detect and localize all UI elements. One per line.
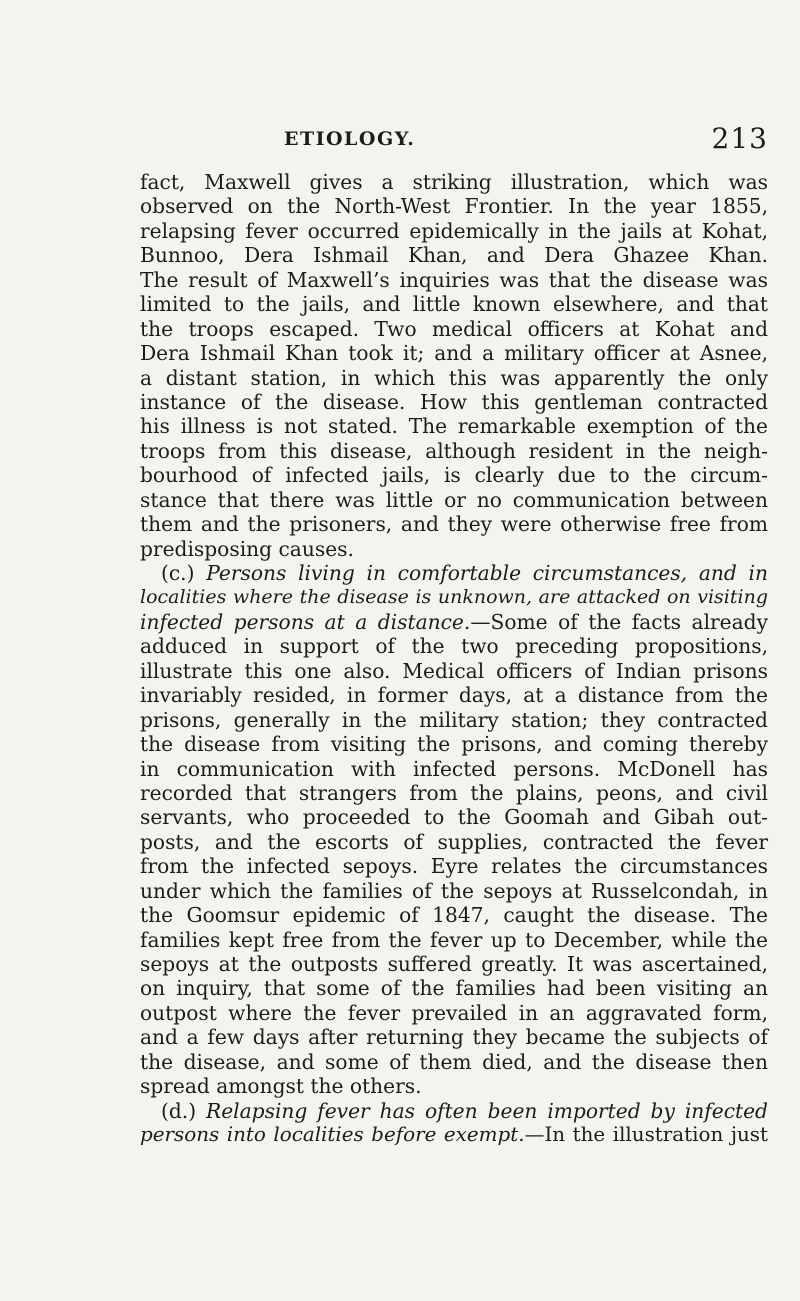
- text-line: predisposing causes.: [140, 536, 354, 561]
- running-title: ETIOLOGY.: [284, 128, 416, 150]
- text-run: —Some of the facts already: [470, 609, 768, 634]
- text-line: the disease, and some of them died, and the disease then: [140, 1049, 768, 1074]
- text-line: stance that there was little or no communication between: [140, 487, 768, 512]
- text-line: sepoys at the outposts suffered greatly. It was ascertained,: [140, 952, 768, 976]
- text-line: them and the prisoners, and they were otherwise free from: [140, 512, 768, 537]
- text-line: the Goomsur epidemic of 1847, caught the disease. The: [140, 903, 768, 928]
- italic-text: persons into localities before exempt.: [140, 1123, 525, 1147]
- text-line: The result of Maxwell’s inquiries was that the disease was: [140, 267, 768, 292]
- text-line: spread amongst the others.: [140, 1074, 422, 1099]
- section-c-heading-line: [140, 585, 768, 609]
- text-line: recorded that strangers from the plains, peons, and civil: [140, 780, 768, 805]
- running-head: [140, 122, 768, 162]
- text-line: prisons, generally in the military station; they contracted: [140, 707, 768, 732]
- text-line: bourhood of infected jails, is clearly due to the circum-: [140, 463, 768, 488]
- text-line: the disease from visiting the prisons, and coming thereby: [140, 732, 768, 757]
- section-c-marker: (c.): [161, 561, 207, 585]
- page-number: 213: [711, 122, 768, 155]
- text-line: a distant station, in which this was apparently the only: [140, 365, 768, 390]
- section-d-heading-line: [140, 1123, 768, 1147]
- section-d-marker: (d.): [161, 1098, 207, 1123]
- text-line: outpost where the fever prevailed in an aggravated form,: [140, 1000, 768, 1025]
- body-text: [140, 170, 768, 1148]
- text-line: families kept free from the fever up to December, while the: [140, 927, 768, 952]
- italic-text: Persons living in comfortable circumstances, and in: [206, 561, 768, 585]
- text-line: Bunnoo, Dera Ishmail Khan, and Dera Ghazee Khan.: [140, 243, 768, 268]
- text-line: and a few days after returning they became the subjects of: [140, 1025, 768, 1050]
- section-d-heading-line: [140, 1099, 768, 1123]
- text-line: troops from this disease, although resident in the neigh-: [140, 438, 768, 463]
- text-line: fact, Maxwell gives a striking illustration, which was: [140, 170, 768, 194]
- text-line: illustrate this one also. Medical officers of Indian prisons: [140, 658, 768, 683]
- text-line: instance of the disease. How this gentleman contracted: [140, 389, 768, 414]
- text-line: his illness is not stated. The remarkable exemption of the: [140, 414, 768, 439]
- section-c-heading-line: [140, 610, 768, 634]
- text-line: observed on the North-West Frontier. In the year 1855,: [140, 194, 768, 219]
- text-run: —In the illustration just: [524, 1123, 768, 1147]
- text-line: servants, who proceeded to the Goomah and Gibah out-: [140, 805, 768, 830]
- text-line: invariably resided, in former days, at a distance from the: [140, 683, 768, 708]
- text-line: adduced in support of the two preceding propositions,: [140, 634, 768, 659]
- text-line: in communication with infected persons. McDonell has: [140, 756, 768, 781]
- section-c-heading-line: [140, 561, 768, 585]
- text-line: posts, and the escorts of supplies, contracted the fever: [140, 829, 768, 854]
- text-line: on inquiry, that some of the families had been visiting an: [140, 976, 768, 1001]
- italic-text: Relapsing fever has often been imported by infected: [206, 1098, 768, 1123]
- text-line: from the infected sepoys. Eyre relates the circumstances: [140, 854, 768, 879]
- italic-text: localities where the disease is unknown, are attacked on visiting: [140, 586, 768, 609]
- text-line: under which the families of the sepoys at Russelcondah, in: [140, 878, 768, 903]
- text-line: limited to the jails, and little known elsewhere, and that: [140, 292, 768, 317]
- italic-text: infected persons at a distance.: [140, 609, 471, 634]
- text-line: the troops escaped. Two medical officers at Kohat and: [140, 316, 768, 341]
- text-line: relapsing fever occurred epidemically in the jails at Kohat,: [140, 218, 768, 243]
- text-line: Dera Ishmail Khan took it; and a military officer at Asnee,: [140, 341, 768, 366]
